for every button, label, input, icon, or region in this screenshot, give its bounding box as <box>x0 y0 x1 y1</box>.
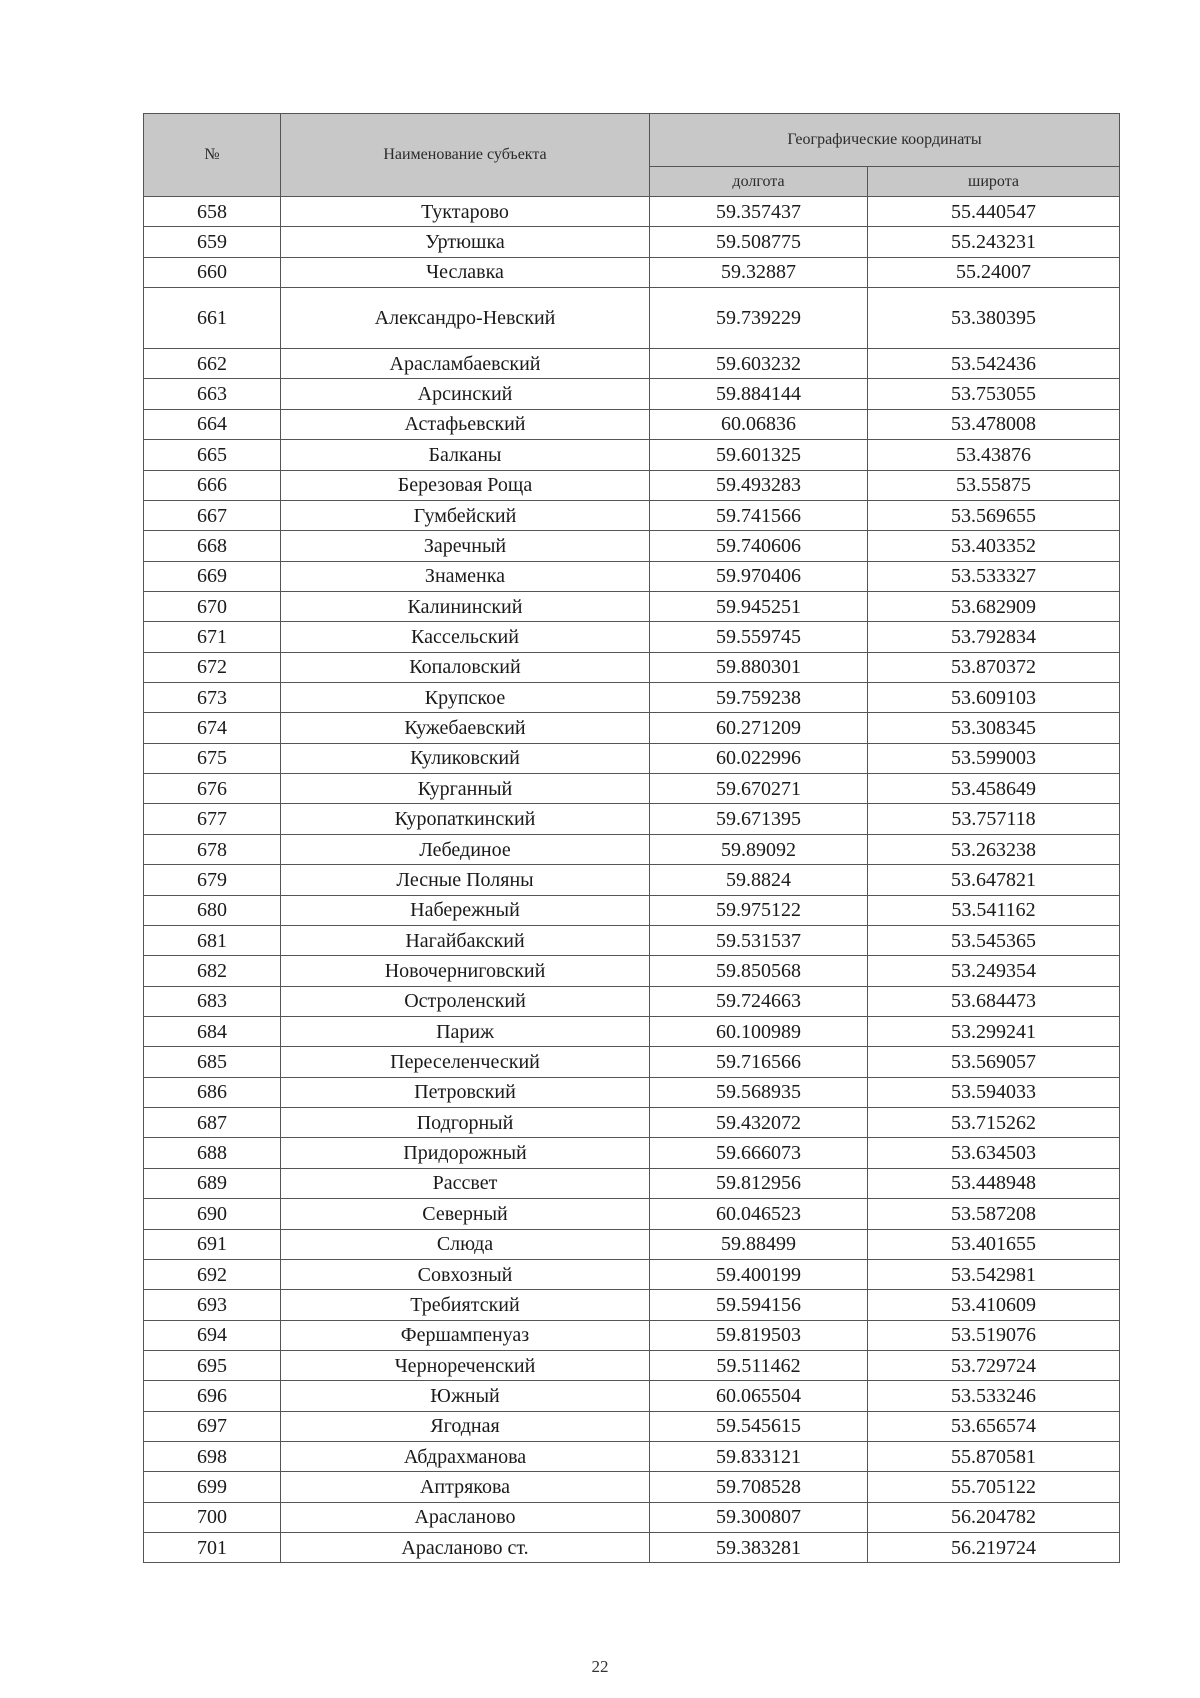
table-row <box>144 774 1120 804</box>
table-row <box>144 804 1120 834</box>
cell-subject-name: Арсинский <box>281 379 650 409</box>
table-row <box>144 1442 1120 1472</box>
table-row <box>144 409 1120 439</box>
cell-longitude: 59.724663 <box>650 986 868 1016</box>
table-row <box>144 743 1120 773</box>
header-number: № <box>144 114 281 197</box>
coordinates-table <box>143 113 1120 1563</box>
table-row <box>144 865 1120 895</box>
table-row <box>144 349 1120 379</box>
cell-latitude: 53.682909 <box>868 591 1120 621</box>
cell-latitude: 53.55875 <box>868 470 1120 500</box>
cell-subject-name: Лесные Поляны <box>281 865 650 895</box>
cell-subject-name: Кассельский <box>281 622 650 652</box>
cell-latitude: 53.401655 <box>868 1229 1120 1259</box>
table-row <box>144 1047 1120 1077</box>
cell-number: 660 <box>144 257 281 287</box>
cell-latitude: 53.609103 <box>868 683 1120 713</box>
cell-subject-name: Северный <box>281 1199 650 1229</box>
cell-latitude: 53.533327 <box>868 561 1120 591</box>
table-row <box>144 895 1120 925</box>
cell-number: 696 <box>144 1381 281 1411</box>
cell-subject-name: Новочерниговский <box>281 956 650 986</box>
table-row <box>144 591 1120 621</box>
table-row <box>144 956 1120 986</box>
cell-longitude: 59.357437 <box>650 197 868 227</box>
table-row <box>144 1108 1120 1138</box>
cell-longitude: 59.740606 <box>650 531 868 561</box>
table-row <box>144 1502 1120 1532</box>
table-row <box>144 1381 1120 1411</box>
cell-longitude: 59.741566 <box>650 500 868 530</box>
cell-number: 675 <box>144 743 281 773</box>
cell-number: 667 <box>144 500 281 530</box>
cell-latitude: 53.541162 <box>868 895 1120 925</box>
cell-longitude: 59.739229 <box>650 288 868 349</box>
table-row <box>144 1290 1120 1320</box>
cell-number: 668 <box>144 531 281 561</box>
cell-subject-name: Куликовский <box>281 743 650 773</box>
table-row <box>144 531 1120 561</box>
cell-number: 687 <box>144 1108 281 1138</box>
cell-longitude: 59.511462 <box>650 1350 868 1380</box>
cell-number: 680 <box>144 895 281 925</box>
table-header <box>144 114 1120 197</box>
cell-subject-name: Калининский <box>281 591 650 621</box>
cell-longitude: 59.666073 <box>650 1138 868 1168</box>
cell-number: 700 <box>144 1502 281 1532</box>
cell-latitude: 53.684473 <box>868 986 1120 1016</box>
cell-longitude: 60.065504 <box>650 1381 868 1411</box>
cell-subject-name: Березовая Роща <box>281 470 650 500</box>
cell-number: 690 <box>144 1199 281 1229</box>
cell-subject-name: Придорожный <box>281 1138 650 1168</box>
cell-latitude: 53.299241 <box>868 1016 1120 1046</box>
cell-latitude: 53.715262 <box>868 1108 1120 1138</box>
cell-subject-name: Балканы <box>281 440 650 470</box>
cell-longitude: 59.759238 <box>650 683 868 713</box>
cell-longitude: 59.819503 <box>650 1320 868 1350</box>
cell-subject-name: Петровский <box>281 1077 650 1107</box>
cell-longitude: 59.850568 <box>650 956 868 986</box>
cell-latitude: 55.440547 <box>868 197 1120 227</box>
cell-subject-name: Арасланово <box>281 1502 650 1532</box>
cell-number: 689 <box>144 1168 281 1198</box>
cell-latitude: 53.569655 <box>868 500 1120 530</box>
cell-subject-name: Курганный <box>281 774 650 804</box>
cell-latitude: 55.24007 <box>868 257 1120 287</box>
table-row <box>144 1229 1120 1259</box>
cell-subject-name: Куропаткинский <box>281 804 650 834</box>
cell-longitude: 59.716566 <box>650 1047 868 1077</box>
table-row <box>144 288 1120 349</box>
cell-number: 692 <box>144 1259 281 1289</box>
cell-latitude: 53.458649 <box>868 774 1120 804</box>
cell-number: 679 <box>144 865 281 895</box>
cell-number: 678 <box>144 834 281 864</box>
cell-latitude: 53.870372 <box>868 652 1120 682</box>
cell-subject-name: Требиятский <box>281 1290 650 1320</box>
cell-number: 695 <box>144 1350 281 1380</box>
cell-latitude: 53.753055 <box>868 379 1120 409</box>
cell-latitude: 53.542981 <box>868 1259 1120 1289</box>
cell-longitude: 59.508775 <box>650 227 868 257</box>
table-row <box>144 440 1120 470</box>
header-longitude: долгота <box>650 167 868 197</box>
cell-latitude: 53.656574 <box>868 1411 1120 1441</box>
cell-latitude: 53.599003 <box>868 743 1120 773</box>
header-coordinates: Географические координаты <box>650 114 1120 167</box>
header-subject: Наименование субъекта <box>281 114 650 197</box>
cell-longitude: 59.945251 <box>650 591 868 621</box>
cell-longitude: 59.568935 <box>650 1077 868 1107</box>
table-row <box>144 1168 1120 1198</box>
table-row <box>144 197 1120 227</box>
cell-number: 686 <box>144 1077 281 1107</box>
cell-subject-name: Нагайбакский <box>281 925 650 955</box>
cell-number: 697 <box>144 1411 281 1441</box>
cell-latitude: 55.870581 <box>868 1442 1120 1472</box>
cell-number: 670 <box>144 591 281 621</box>
cell-subject-name: Остроленский <box>281 986 650 1016</box>
cell-longitude: 59.603232 <box>650 349 868 379</box>
cell-latitude: 53.263238 <box>868 834 1120 864</box>
cell-latitude: 53.634503 <box>868 1138 1120 1168</box>
cell-longitude: 59.975122 <box>650 895 868 925</box>
cell-subject-name: Кужебаевский <box>281 713 650 743</box>
table-row <box>144 1320 1120 1350</box>
cell-latitude: 53.594033 <box>868 1077 1120 1107</box>
cell-subject-name: Арасланово ст. <box>281 1533 650 1563</box>
cell-latitude: 56.219724 <box>868 1533 1120 1563</box>
cell-number: 683 <box>144 986 281 1016</box>
cell-latitude: 53.757118 <box>868 804 1120 834</box>
cell-longitude: 59.400199 <box>650 1259 868 1289</box>
table-row <box>144 713 1120 743</box>
cell-number: 665 <box>144 440 281 470</box>
table-row <box>144 1350 1120 1380</box>
page-number: 22 <box>591 1657 609 1676</box>
cell-longitude: 59.833121 <box>650 1442 868 1472</box>
table-row <box>144 1138 1120 1168</box>
table-row <box>144 257 1120 287</box>
cell-subject-name: Париж <box>281 1016 650 1046</box>
cell-subject-name: Чеславка <box>281 257 650 287</box>
cell-subject-name: Аптрякова <box>281 1472 650 1502</box>
cell-subject-name: Арасламбаевский <box>281 349 650 379</box>
cell-latitude: 55.243231 <box>868 227 1120 257</box>
cell-longitude: 59.8824 <box>650 865 868 895</box>
cell-longitude: 60.046523 <box>650 1199 868 1229</box>
cell-subject-name: Набережный <box>281 895 650 925</box>
cell-number: 673 <box>144 683 281 713</box>
cell-number: 699 <box>144 1472 281 1502</box>
cell-subject-name: Астафьевский <box>281 409 650 439</box>
cell-number: 659 <box>144 227 281 257</box>
cell-longitude: 59.88499 <box>650 1229 868 1259</box>
cell-number: 658 <box>144 197 281 227</box>
cell-longitude: 59.32887 <box>650 257 868 287</box>
cell-number: 666 <box>144 470 281 500</box>
cell-latitude: 53.647821 <box>868 865 1120 895</box>
table-row <box>144 561 1120 591</box>
cell-latitude: 55.705122 <box>868 1472 1120 1502</box>
table-row <box>144 500 1120 530</box>
cell-number: 664 <box>144 409 281 439</box>
cell-longitude: 59.89092 <box>650 834 868 864</box>
cell-subject-name: Ягодная <box>281 1411 650 1441</box>
cell-latitude: 53.519076 <box>868 1320 1120 1350</box>
table-row <box>144 1472 1120 1502</box>
cell-subject-name: Александро-Невский <box>281 288 650 349</box>
cell-subject-name: Знаменка <box>281 561 650 591</box>
table-row <box>144 834 1120 864</box>
cell-latitude: 53.448948 <box>868 1168 1120 1198</box>
cell-longitude: 59.531537 <box>650 925 868 955</box>
cell-subject-name: Лебединое <box>281 834 650 864</box>
cell-number: 693 <box>144 1290 281 1320</box>
cell-number: 661 <box>144 288 281 349</box>
cell-number: 669 <box>144 561 281 591</box>
cell-latitude: 53.545365 <box>868 925 1120 955</box>
table-body <box>144 197 1120 1563</box>
cell-subject-name: Слюда <box>281 1229 650 1259</box>
cell-subject-name: Совхозный <box>281 1259 650 1289</box>
cell-latitude: 53.533246 <box>868 1381 1120 1411</box>
cell-number: 677 <box>144 804 281 834</box>
cell-latitude: 53.587208 <box>868 1199 1120 1229</box>
table-row <box>144 1259 1120 1289</box>
cell-subject-name: Фершампенуаз <box>281 1320 650 1350</box>
cell-number: 662 <box>144 349 281 379</box>
table-row <box>144 925 1120 955</box>
cell-subject-name: Крупское <box>281 683 650 713</box>
cell-longitude: 59.493283 <box>650 470 868 500</box>
table-row <box>144 652 1120 682</box>
cell-latitude: 53.792834 <box>868 622 1120 652</box>
cell-latitude: 53.308345 <box>868 713 1120 743</box>
cell-number: 685 <box>144 1047 281 1077</box>
table-row <box>144 1077 1120 1107</box>
cell-number: 701 <box>144 1533 281 1563</box>
cell-subject-name: Гумбейский <box>281 500 650 530</box>
cell-longitude: 59.812956 <box>650 1168 868 1198</box>
cell-latitude: 53.569057 <box>868 1047 1120 1077</box>
cell-latitude: 53.478008 <box>868 409 1120 439</box>
cell-number: 676 <box>144 774 281 804</box>
cell-number: 694 <box>144 1320 281 1350</box>
cell-latitude: 53.542436 <box>868 349 1120 379</box>
cell-longitude: 59.601325 <box>650 440 868 470</box>
cell-latitude: 56.204782 <box>868 1502 1120 1532</box>
cell-latitude: 53.410609 <box>868 1290 1120 1320</box>
cell-longitude: 59.884144 <box>650 379 868 409</box>
table-row <box>144 683 1120 713</box>
cell-subject-name: Заречный <box>281 531 650 561</box>
cell-longitude: 59.880301 <box>650 652 868 682</box>
cell-subject-name: Рассвет <box>281 1168 650 1198</box>
table-row <box>144 1199 1120 1229</box>
cell-latitude: 53.380395 <box>868 288 1120 349</box>
cell-number: 688 <box>144 1138 281 1168</box>
table-row <box>144 470 1120 500</box>
cell-latitude: 53.403352 <box>868 531 1120 561</box>
cell-latitude: 53.43876 <box>868 440 1120 470</box>
cell-longitude: 60.022996 <box>650 743 868 773</box>
cell-longitude: 59.671395 <box>650 804 868 834</box>
cell-subject-name: Чернореченский <box>281 1350 650 1380</box>
cell-longitude: 60.100989 <box>650 1016 868 1046</box>
cell-subject-name: Туктарово <box>281 197 650 227</box>
cell-number: 671 <box>144 622 281 652</box>
cell-subject-name: Уртюшка <box>281 227 650 257</box>
cell-longitude: 59.970406 <box>650 561 868 591</box>
cell-longitude: 60.06836 <box>650 409 868 439</box>
cell-longitude: 59.545615 <box>650 1411 868 1441</box>
cell-number: 682 <box>144 956 281 986</box>
cell-longitude: 59.559745 <box>650 622 868 652</box>
cell-longitude: 59.708528 <box>650 1472 868 1502</box>
table-row <box>144 1016 1120 1046</box>
cell-longitude: 59.670271 <box>650 774 868 804</box>
cell-longitude: 60.271209 <box>650 713 868 743</box>
table-row <box>144 1533 1120 1563</box>
cell-number: 684 <box>144 1016 281 1046</box>
cell-longitude: 59.432072 <box>650 1108 868 1138</box>
cell-subject-name: Переселенческий <box>281 1047 650 1077</box>
table-row <box>144 379 1120 409</box>
cell-longitude: 59.383281 <box>650 1533 868 1563</box>
cell-subject-name: Южный <box>281 1381 650 1411</box>
cell-subject-name: Копаловский <box>281 652 650 682</box>
cell-number: 672 <box>144 652 281 682</box>
cell-number: 691 <box>144 1229 281 1259</box>
header-latitude: широта <box>868 167 1120 197</box>
cell-longitude: 59.300807 <box>650 1502 868 1532</box>
table-row <box>144 622 1120 652</box>
table-row <box>144 227 1120 257</box>
cell-longitude: 59.594156 <box>650 1290 868 1320</box>
cell-subject-name: Подгорный <box>281 1108 650 1138</box>
table-row <box>144 1411 1120 1441</box>
cell-subject-name: Абдрахманова <box>281 1442 650 1472</box>
table-row <box>144 986 1120 1016</box>
cell-number: 698 <box>144 1442 281 1472</box>
cell-latitude: 53.729724 <box>868 1350 1120 1380</box>
cell-latitude: 53.249354 <box>868 956 1120 986</box>
cell-number: 674 <box>144 713 281 743</box>
cell-number: 663 <box>144 379 281 409</box>
cell-number: 681 <box>144 925 281 955</box>
